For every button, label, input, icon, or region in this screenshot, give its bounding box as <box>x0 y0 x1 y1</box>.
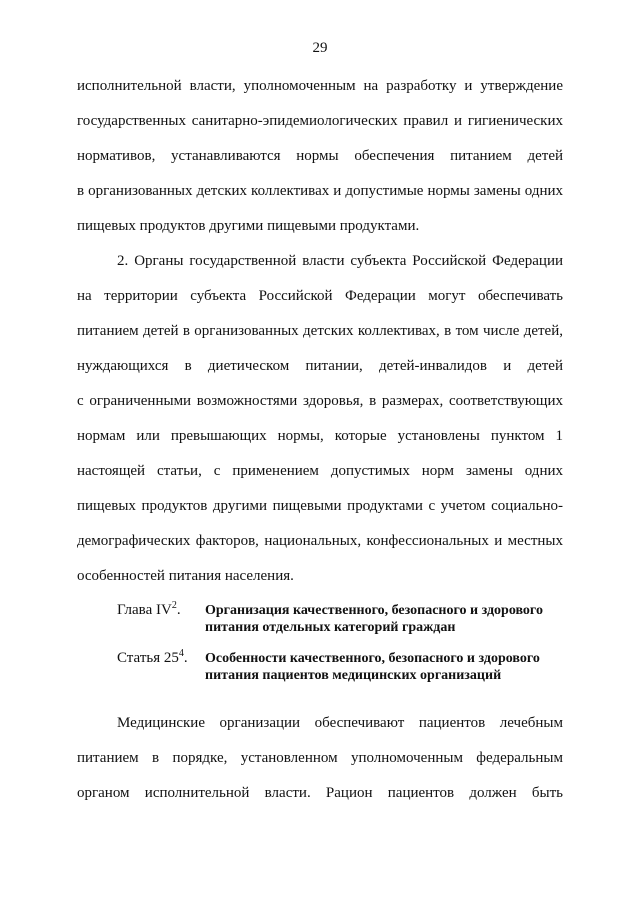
article-label-suffix: . <box>183 650 188 666</box>
text-line: пищевых продуктов другими пищевыми продуктами с учетом социально- <box>77 498 563 514</box>
article-label <box>117 649 188 667</box>
text-line: Медицинские организации обеспечивают пациентов лечебным <box>117 715 563 731</box>
text-line: нормам или превышающих нормы, которые установлены пунктом 1 <box>77 428 563 444</box>
text-line: пищевых продуктов другими пищевыми продуктами. <box>77 218 420 234</box>
page-number: 29 <box>312 40 328 56</box>
chapter-label <box>117 601 181 619</box>
text-line: 2. Органы государственной власти субъекта Российской Федерации <box>117 253 563 269</box>
article-title: Особенности качественного, безопасного и здорового питания пациентов медицинских организаций <box>205 651 540 683</box>
text-line: исполнительной власти, уполномоченным на разработку и утверждение <box>77 78 563 94</box>
text-line: демографических факторов, национальных, конфессиональных и местных <box>77 533 563 549</box>
text-line: нуждающихся в диетическом питании, детей-инвалидов и детей <box>77 358 563 374</box>
text-line: на территории субъекта Российской Федерации могут обеспечивать <box>77 288 563 304</box>
chapter-label-superscript: 2 <box>171 600 177 611</box>
text-line: органом исполнительной власти. Рацион пациентов должен быть <box>77 785 563 801</box>
text-line: с ограниченными возможностями здоровья, в размерах, соответствующих <box>77 393 563 409</box>
text-line: в организованных детских коллективах и допустимые нормы замены одних <box>77 183 563 199</box>
article-label-superscript: 4 <box>178 648 184 659</box>
chapter-label-text: Глава IV <box>117 602 172 618</box>
chapter-title: Организация качественного, безопасного и здорового питания отдельных категорий граждан <box>205 603 543 635</box>
text-line: питанием в порядке, установленном уполномоченным федеральным <box>77 750 563 766</box>
text-line: нормативов, устанавливаются нормы обеспечения питанием детей <box>77 148 563 164</box>
chapter-label-suffix: . <box>176 602 181 618</box>
text-line: особенностей питания населения. <box>77 568 294 584</box>
text-line: питанием детей в организованных детских коллективах, в том числе детей, <box>77 323 563 339</box>
text-line: настоящей статьи, с применением допустимых норм замены одних <box>77 463 563 479</box>
text-line: государственных санитарно-эпидемиологических правил и гигиенических <box>77 113 563 129</box>
article-label-text: Статья 25 <box>117 650 179 666</box>
